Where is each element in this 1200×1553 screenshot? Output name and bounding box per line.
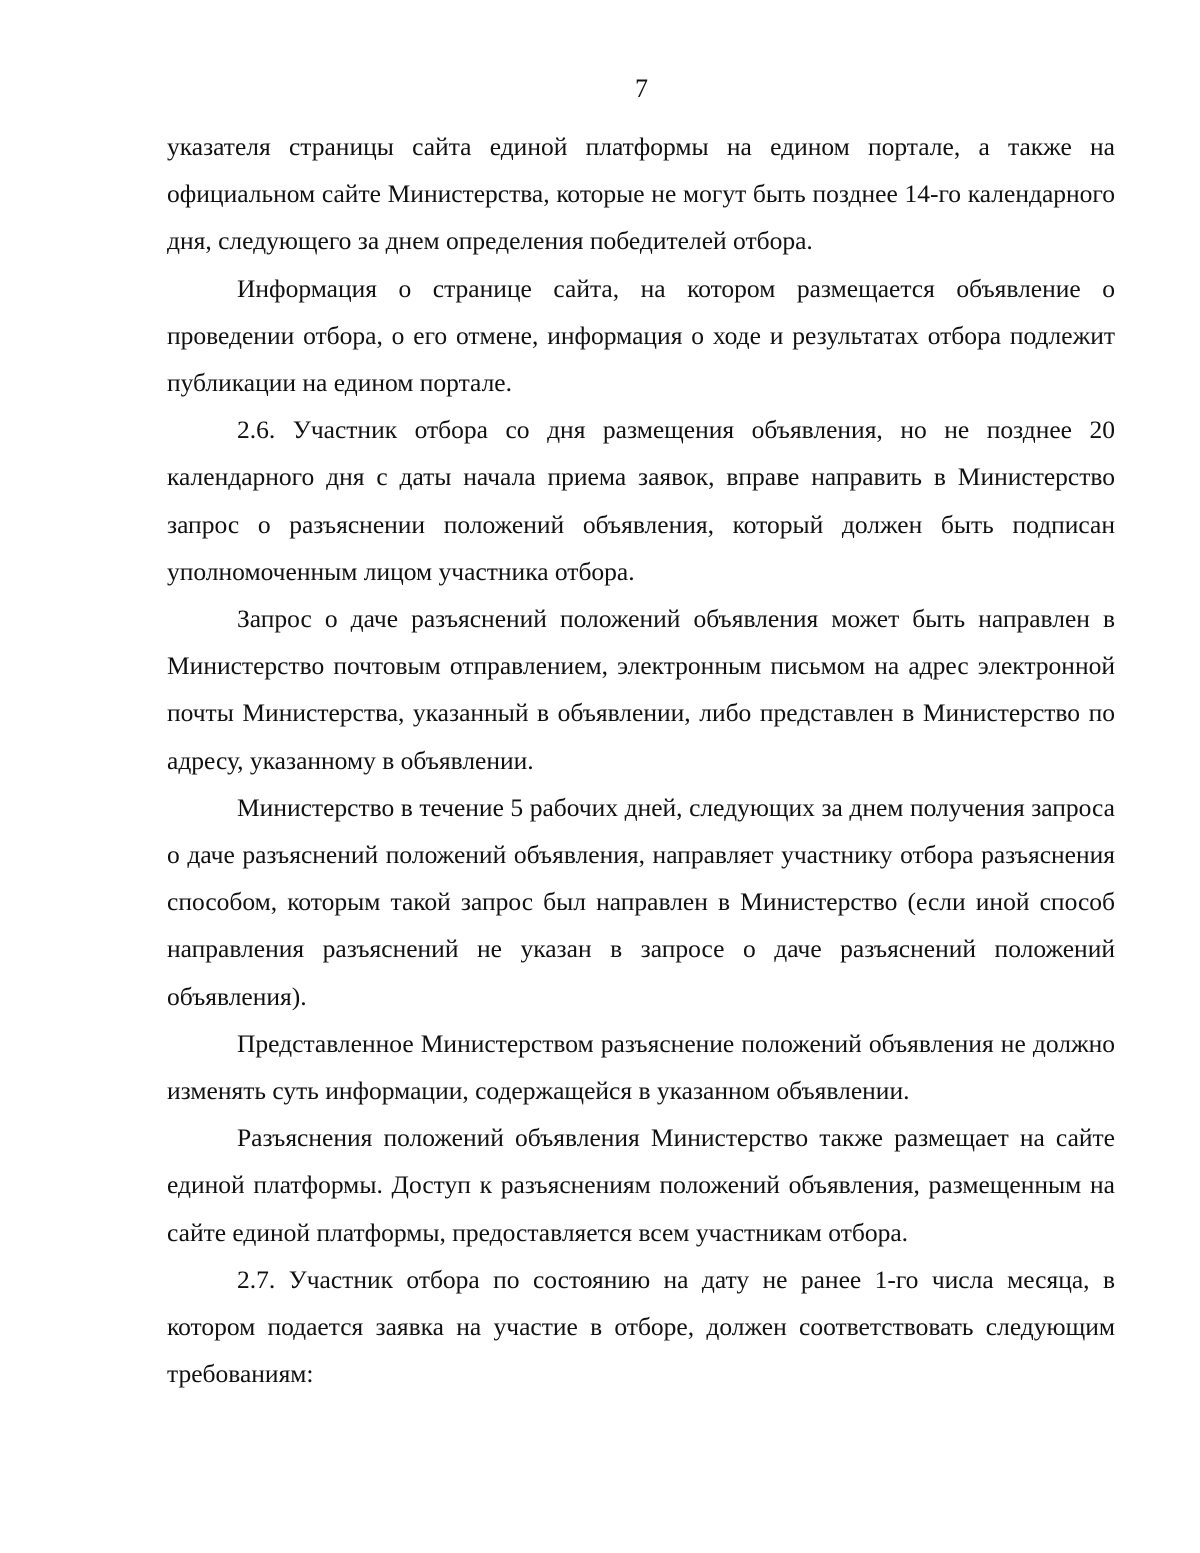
paragraph-2-6-clarification-request: 2.6. Участник отбора со дня размещения объявления, но не позднее 20 календарного дня с даты начала приема заявок, вправе направить в Министерство запрос о разъяснении положений объявления, который должен быть подписан уполномоченным лицом участника отбора. [167,415,1115,586]
paragraph-clarification-publication: Разъяснения положений объявления Министерство также размещает на сайте единой платформы. Доступ к разъяснениям положений объявления, размещенным на сайте единой платформы, предоставляется всем участникам отбора. [167,1123,1115,1247]
paragraph-site-info-publication: Информация о странице сайта, на котором размещается объявление о проведении отбора, о его отмене, информация о ходе и результатах отбора подлежит публикации на едином портале. [167,273,1115,398]
paragraph-request-submission: Запрос о даче разъяснений положений объявления может быть направлен в Министерство почтовым отправлением, электронным письмом на адрес электронной почты Министерства, указанный в объявлении, либо представлен в Министерство по адресу, указанному в объявлении. [167,604,1115,775]
page-number: 7 [635,74,648,103]
document-body [167,123,1115,1397]
paragraph-continuation: указателя страницы сайта единой платформы на едином портале, а также на официальном сайте Министерства, которые не могут быть позднее 14-го календарного дня, следующего за днем определения победителей отбора. [167,132,1115,256]
paragraph-ministry-response: Министерство в течение 5 рабочих дней, следующих за днем получения запроса о даче разъяснений положений объявления, направляет участнику отбора разъяснения способом, которым такой запрос был направлен в Министерство (если иной способ направления разъяснений не указан в запросе о даче разъяснений положений объявления). [167,792,1115,1011]
paragraph-clarification-scope: Представленное Министерством разъяснение положений объявления не должно изменять суть информации, содержащейся в указанном объявлении. [167,1028,1115,1106]
paragraph-2-7-requirements: 2.7. Участник отбора по состоянию на дату не ранее 1-го числа месяца, в котором подается заявка на участие в отборе, должен соответствовать следующим требованиям: [167,1264,1115,1389]
